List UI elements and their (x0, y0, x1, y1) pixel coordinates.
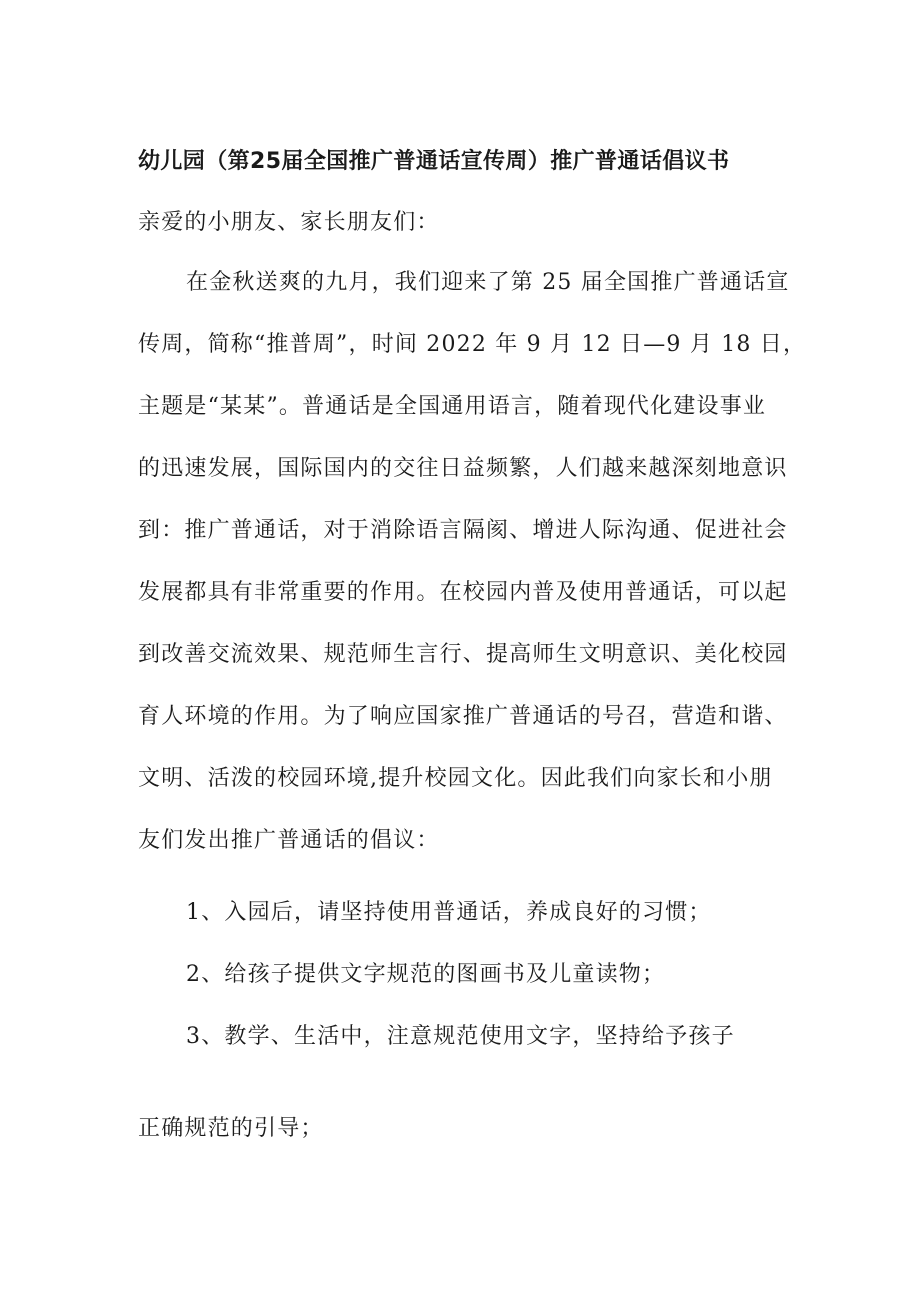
document-title: 幼儿园（第25届全国推广普通话宣传周）推广普通话倡议书 (138, 149, 730, 174)
salutation: 亲爱的小朋友、家长朋友们： (138, 210, 440, 235)
body-line: 文明、活泼的校园环境,提升校园文化。因此我们向家长和小朋 (138, 766, 773, 791)
body-line: 到改善交流效果、规范师生言行、提高师生文明意识、美化校园 (138, 642, 788, 667)
body-line: 的迅速发展，国际国内的交往日益频繁，人们越来越深刻地意识 (138, 456, 788, 481)
list-item: 3、教学、生活中，注意规范使用文字，坚持给予孩子 (186, 1024, 735, 1049)
body-line: 发展都具有非常重要的作用。在校园内普及使用普通话，可以起 (138, 580, 788, 605)
body-line: 育人环境的作用。为了响应国家推广普通话的号召，营造和谐、 (138, 704, 788, 729)
list-item-continuation: 正确规范的引导； (138, 1116, 324, 1141)
body-line: 主题是“某某”。普通话是全国通用语言，随着现代化建设事业 (138, 394, 767, 419)
body-line: 传周，简称“推普周”，时间 2022 年 9 月 12 日—9 月 18 日， (138, 332, 807, 357)
body-line: 到：推广普通话，对于消除语言隔阂、增进人际沟通、促进社会 (138, 518, 788, 543)
list-item: 1、入园后，请坚持使用普通话，养成良好的习惯； (186, 900, 712, 925)
body-line: 在金秋送爽的九月，我们迎来了第 25 届全国推广普通话宣 (186, 270, 790, 295)
body-line: 友们发出推广普通话的倡议： (138, 828, 440, 853)
list-item: 2、给孩子提供文字规范的图画书及儿童读物； (186, 962, 666, 987)
